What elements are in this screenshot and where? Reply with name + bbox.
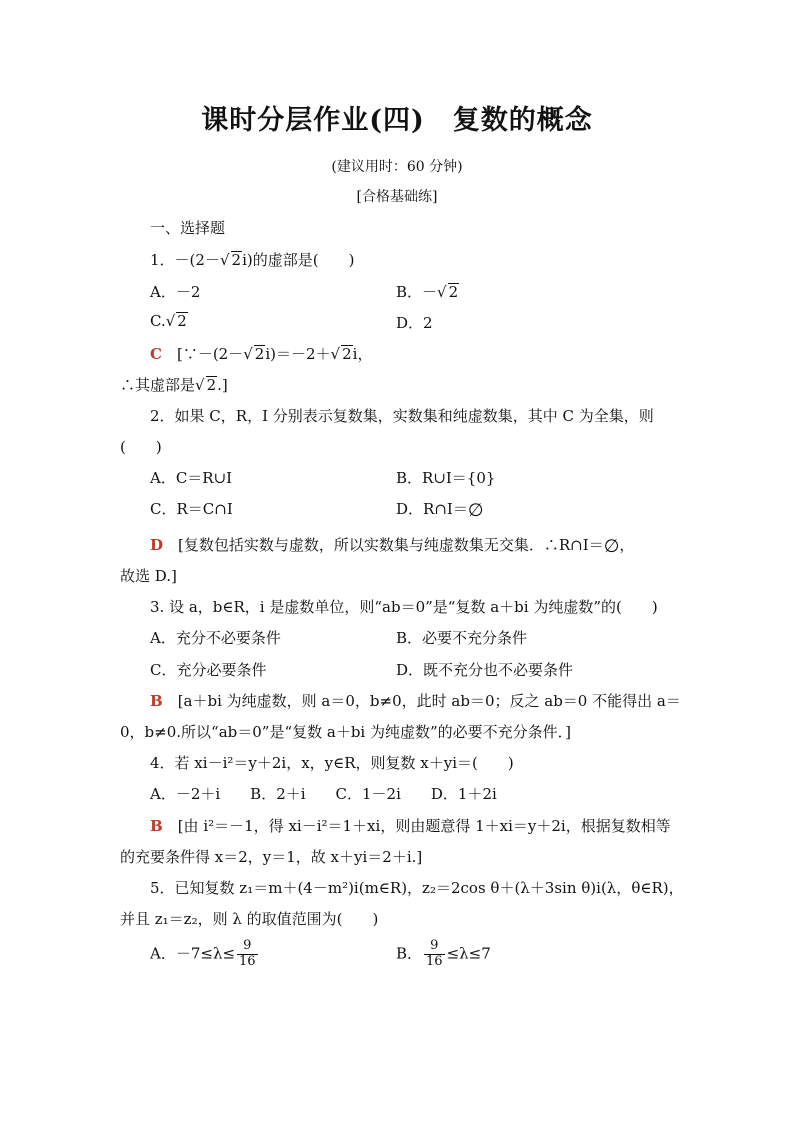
time-hint: (建议用时：60 分钟): [331, 159, 463, 175]
q3-option-a: A．充分不必要条件: [150, 629, 281, 647]
q1-answer: C: [150, 345, 162, 363]
empty-set-icon: ∅: [603, 536, 620, 557]
q2-option-a: A．C＝R∪I: [150, 469, 233, 487]
q4-stem: 4．若 xi－i²＝y＋2i，x，y∈R，则复数 x＋yi＝( ): [150, 754, 514, 772]
q1-option-a: A．－2: [150, 283, 201, 301]
q5-option-b: B． $\frac{9}{16}$ ≤λ≤7: [396, 938, 491, 969]
q2-option-b: B．R∪I＝{0}: [396, 469, 496, 487]
q2-stem-2: ( ): [120, 438, 162, 456]
q2-explanation-2: 故选 D.]: [120, 567, 177, 585]
q1-stem: 1．－(2－√ 2i)的虚部是( ): [150, 251, 355, 269]
q5-option-a: A．－7≤λ≤ $\frac{9}{16}$: [150, 938, 256, 969]
q5-stem-2: 并且 z₁＝z₂，则 λ 的取值范围为( ): [120, 910, 379, 928]
q3-stem: 3. 设 a，b∈R，i 是虚数单位，则“ab＝0”是“复数 a＋bi 为纯虚数”的( ): [150, 598, 658, 616]
empty-set-icon: ∅: [467, 500, 484, 521]
title-topic: 复数的概念: [452, 105, 593, 136]
q2-option-d: D．R∩I＝∅: [396, 500, 484, 521]
q3-answer: B: [150, 692, 163, 710]
q1-explanation-2: ∴其虚部是√ 2.]: [120, 376, 228, 394]
q3-explanation: B [a＋bi 为纯虚数，则 a＝0，b≠0，此时 ab＝0；反之 ab＝0 不能得出 a＝: [150, 692, 681, 710]
page-title: [0, 98, 794, 137]
q2-stem: 2．如果 C，R，I 分别表示复数集，实数集和纯虚数集，其中 C 为全集，则: [150, 407, 654, 425]
q3-option-c: C．充分必要条件: [150, 661, 267, 679]
q4-options: A．－2＋i B．2＋i C．1－2i D．1＋2i: [150, 785, 497, 803]
q1-explanation: C [∵－(2－√ 2i)＝－2＋√ 2i，: [150, 345, 373, 363]
q1-option-d: D．2: [396, 314, 433, 332]
q3-explanation-2: 0，b≠0.所以“ab＝0”是“复数 a＋bi 为纯虚数”的必要不充分条件．]: [120, 723, 572, 741]
q3-option-d: D．既不充分也不必要条件: [396, 661, 574, 679]
q1-option-b: B．－√ 2: [396, 283, 459, 301]
q2-answer: D: [150, 536, 164, 554]
q3-option-b: B．必要不充分条件: [396, 629, 528, 647]
title-main: 课时分层作业(四): [201, 105, 425, 136]
q2-explanation: D [复数包括实数与虚数，所以实数集与纯虚数集无交集．∴R∩I＝∅，: [150, 536, 635, 557]
q4-explanation-2: 的充要条件得 x＝2，y＝1，故 x＋yi＝2＋i.]: [120, 848, 423, 866]
section-heading: 一、选择题: [150, 219, 226, 237]
q4-explanation: B [由 i²＝－1，得 xi－i²＝1＋xi，则由题意得 1＋xi＝y＋2i，根据复数相等: [150, 817, 671, 835]
section-tag: [合格基础练]: [356, 189, 438, 205]
q5-stem: 5．已知复数 z₁＝m＋(4－m²)i(m∈R)，z₂＝2cos θ＋(λ＋3sin θ)i(λ，θ∈R)，: [150, 879, 684, 897]
q2-option-c: C．R＝C∩I: [150, 500, 233, 518]
q1-option-c: C.√ 2: [150, 312, 187, 330]
q4-answer: B: [150, 817, 163, 835]
